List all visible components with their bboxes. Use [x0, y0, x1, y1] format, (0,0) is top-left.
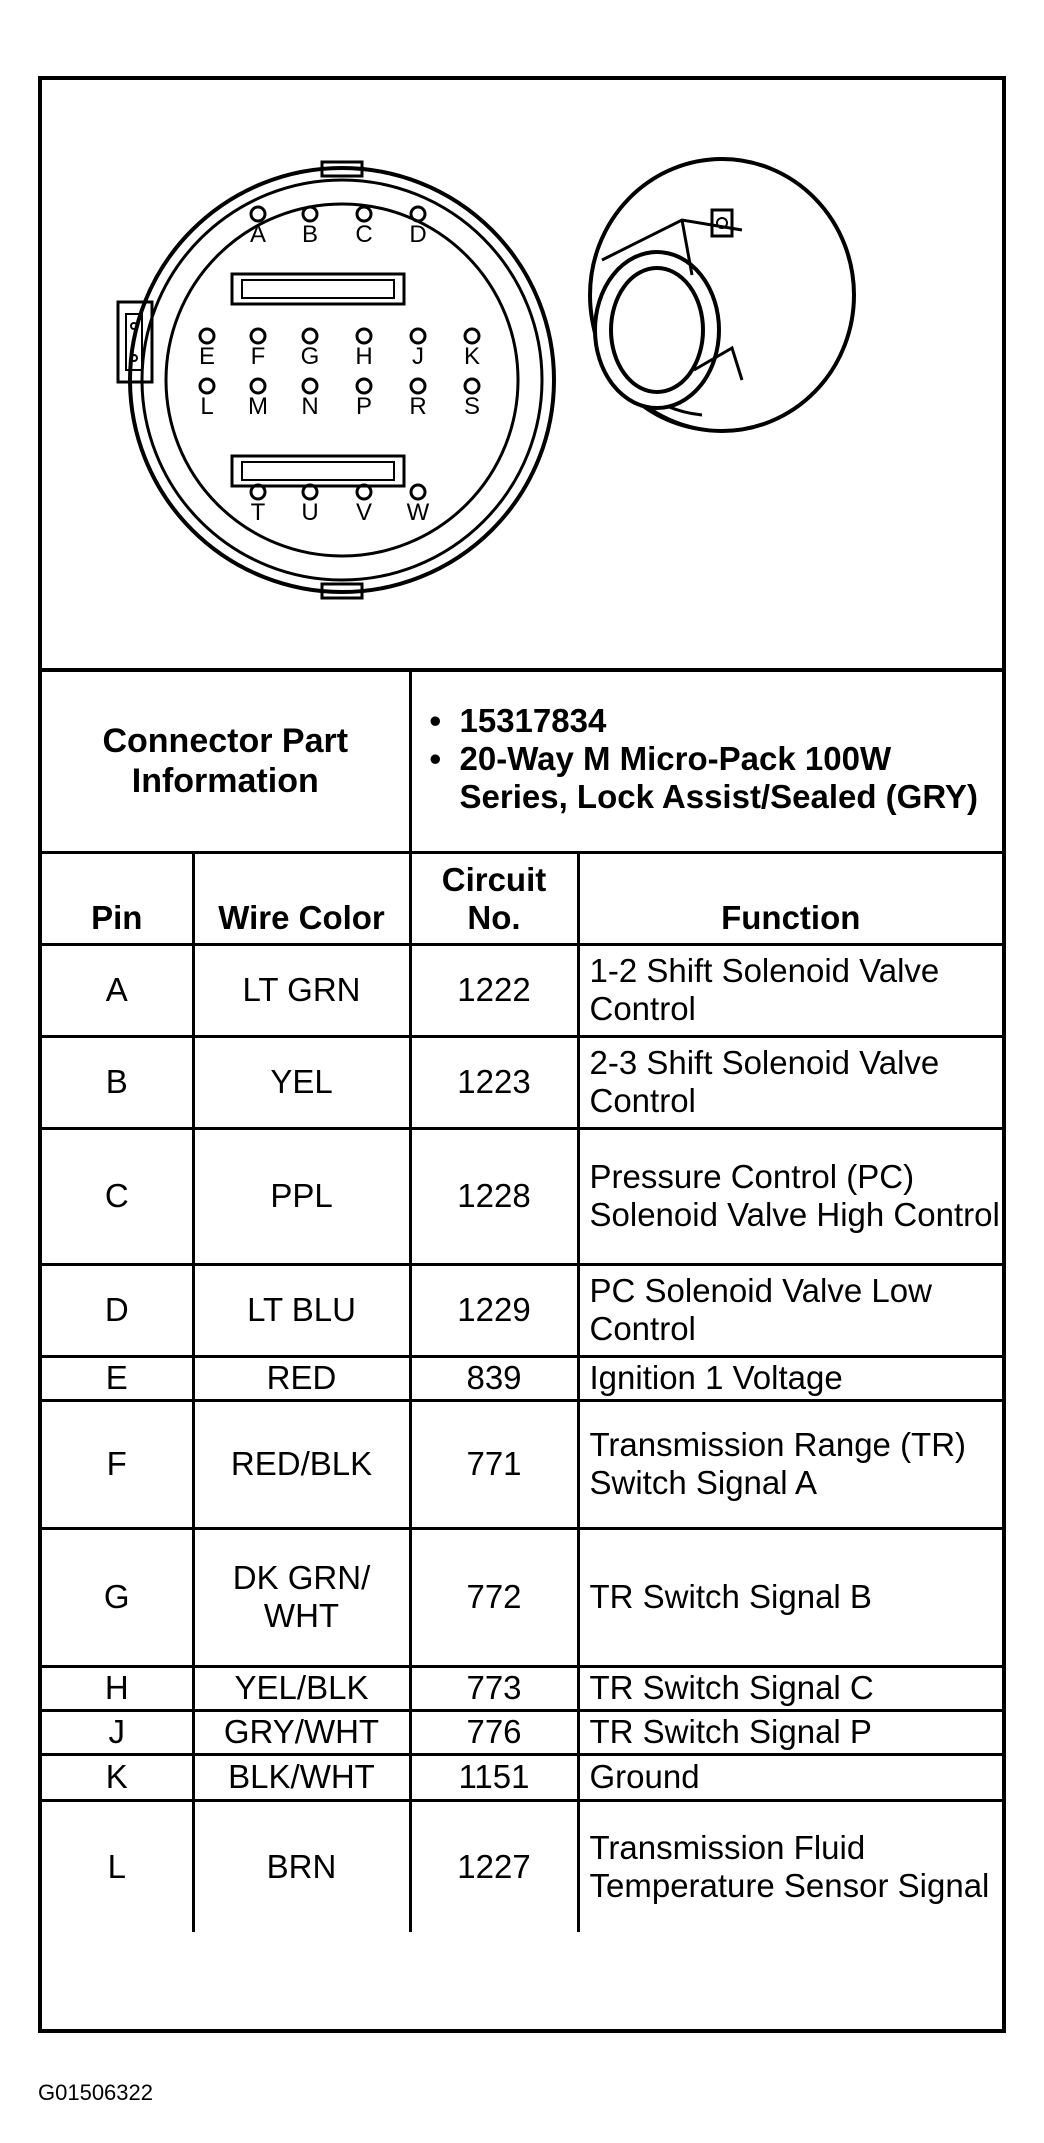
pin-label: U — [301, 499, 319, 526]
pin-cell: F — [42, 1400, 193, 1528]
function-cell: Transmission Range (TR) Switch Signal A — [578, 1400, 1002, 1528]
circuit-cell: 1223 — [410, 1036, 578, 1128]
pin-cell: A — [42, 944, 193, 1036]
header-circuit: Circuit No. — [410, 852, 578, 944]
table-row — [42, 1710, 1002, 1754]
pin-label: G — [300, 343, 320, 370]
pin-socket — [303, 329, 317, 343]
pin-socket — [357, 207, 371, 221]
wire-color-cell: PPL — [193, 1128, 410, 1264]
pin-socket — [357, 329, 371, 343]
connector-description: • 20-Way M Micro-Pack 100W Series, Lock Assist/Sealed (GRY) — [412, 740, 997, 816]
wire-color-cell: RED/BLK — [193, 1400, 410, 1528]
pin-label: S — [463, 393, 481, 420]
wire-color-cell: BRN — [193, 1800, 410, 1932]
header-wire-color: Wire Color — [193, 852, 410, 944]
connector-info-list — [412, 694, 1003, 828]
function-cell: TR Switch Signal P — [578, 1710, 1002, 1754]
pin-label: J — [412, 343, 424, 370]
wire-color-cell: BLK/WHT — [193, 1754, 410, 1800]
table-row — [42, 1800, 1002, 1932]
pin-label: W — [406, 499, 430, 526]
circuit-cell: 1222 — [410, 944, 578, 1036]
function-cell: TR Switch Signal C — [578, 1666, 1002, 1710]
pin-socket — [251, 329, 265, 343]
connector-info-label: Connector Part Information — [42, 672, 410, 852]
pin-label: M — [248, 393, 268, 420]
table-row — [42, 1666, 1002, 1710]
circuit-cell: 771 — [410, 1400, 578, 1528]
pin-socket — [200, 379, 214, 393]
function-cell: Pressure Control (PC) Solenoid Valve High Control — [578, 1128, 1002, 1264]
pin-socket — [411, 329, 425, 343]
pin-label: R — [409, 393, 427, 420]
circuit-cell: 839 — [410, 1356, 578, 1400]
wire-color-cell: YEL/BLK — [193, 1666, 410, 1710]
part-number: • 15317834 — [412, 702, 997, 740]
table-row — [42, 1036, 1002, 1128]
pin-cell: E — [42, 1356, 193, 1400]
pin-cell: D — [42, 1264, 193, 1356]
pin-socket — [357, 379, 371, 393]
pin-label: A — [249, 221, 267, 248]
header-pin: Pin — [42, 852, 193, 944]
circuit-cell: 776 — [410, 1710, 578, 1754]
pin-label: P — [355, 393, 373, 420]
pin-label: L — [200, 393, 214, 420]
table-row — [42, 1754, 1002, 1800]
pin-cell: J — [42, 1710, 193, 1754]
connector-info-cell — [410, 672, 1002, 852]
circuit-cell: 772 — [410, 1528, 578, 1666]
pin-label: H — [355, 343, 373, 370]
pin-label: T — [250, 499, 266, 526]
connector-figure — [42, 80, 1002, 672]
pin-socket — [411, 207, 425, 221]
wire-color-cell: GRY/WHT — [193, 1710, 410, 1754]
figure-code: G01506322 — [38, 2080, 153, 2105]
wire-color-cell: RED — [193, 1356, 410, 1400]
function-cell: PC Solenoid Valve Low Control — [578, 1264, 1002, 1356]
wire-color-cell: DK GRN/ WHT — [193, 1528, 410, 1666]
pin-cell: B — [42, 1036, 193, 1128]
table-row — [42, 1356, 1002, 1400]
connector-drawing — [42, 80, 1002, 672]
pin-label: D — [409, 221, 427, 248]
pin-socket — [465, 329, 479, 343]
circuit-cell: 773 — [410, 1666, 578, 1710]
table-row — [42, 944, 1002, 1036]
pin-cell: G — [42, 1528, 193, 1666]
function-cell: 2-3 Shift Solenoid Valve Control — [578, 1036, 1002, 1128]
circuit-cell: 1229 — [410, 1264, 578, 1356]
pin-socket — [303, 379, 317, 393]
connector-sheet — [38, 76, 1006, 2033]
pin-label: N — [301, 393, 319, 420]
pin-socket — [303, 207, 317, 221]
circuit-cell: 1228 — [410, 1128, 578, 1264]
header-row — [42, 852, 1002, 944]
wire-color-cell: LT BLU — [193, 1264, 410, 1356]
pin-cell: L — [42, 1800, 193, 1932]
pin-cell: H — [42, 1666, 193, 1710]
pin-label: C — [355, 221, 373, 248]
pin-label: B — [301, 221, 319, 248]
circuit-cell: 1151 — [410, 1754, 578, 1800]
connector-info-row — [42, 672, 1002, 852]
circuit-cell: 1227 — [410, 1800, 578, 1932]
pin-socket — [411, 379, 425, 393]
pin-cell: K — [42, 1754, 193, 1800]
table-row — [42, 1400, 1002, 1528]
pin-socket — [465, 379, 479, 393]
pin-socket — [411, 485, 425, 499]
function-cell: TR Switch Signal B — [578, 1528, 1002, 1666]
function-cell: 1-2 Shift Solenoid Valve Control — [578, 944, 1002, 1036]
function-cell: Ignition 1 Voltage — [578, 1356, 1002, 1400]
function-cell: Transmission Fluid Temperature Sensor Signal — [578, 1800, 1002, 1932]
pin-socket — [251, 207, 265, 221]
wire-color-cell: YEL — [193, 1036, 410, 1128]
connector-side-view — [590, 159, 854, 431]
function-cell: Ground — [578, 1754, 1002, 1800]
table-row — [42, 1264, 1002, 1356]
pin-label: E — [198, 343, 216, 370]
connector-face — [118, 162, 554, 598]
table-row — [42, 1128, 1002, 1264]
pin-label: F — [250, 343, 266, 370]
pin-label: V — [355, 499, 373, 526]
wire-color-cell: LT GRN — [193, 944, 410, 1036]
pin-socket — [251, 379, 265, 393]
pinout-table — [42, 672, 1002, 1932]
pin-cell: C — [42, 1128, 193, 1264]
pin-socket — [200, 329, 214, 343]
pin-label: K — [463, 343, 481, 370]
header-function: Function — [578, 852, 1002, 944]
table-row — [42, 1528, 1002, 1666]
